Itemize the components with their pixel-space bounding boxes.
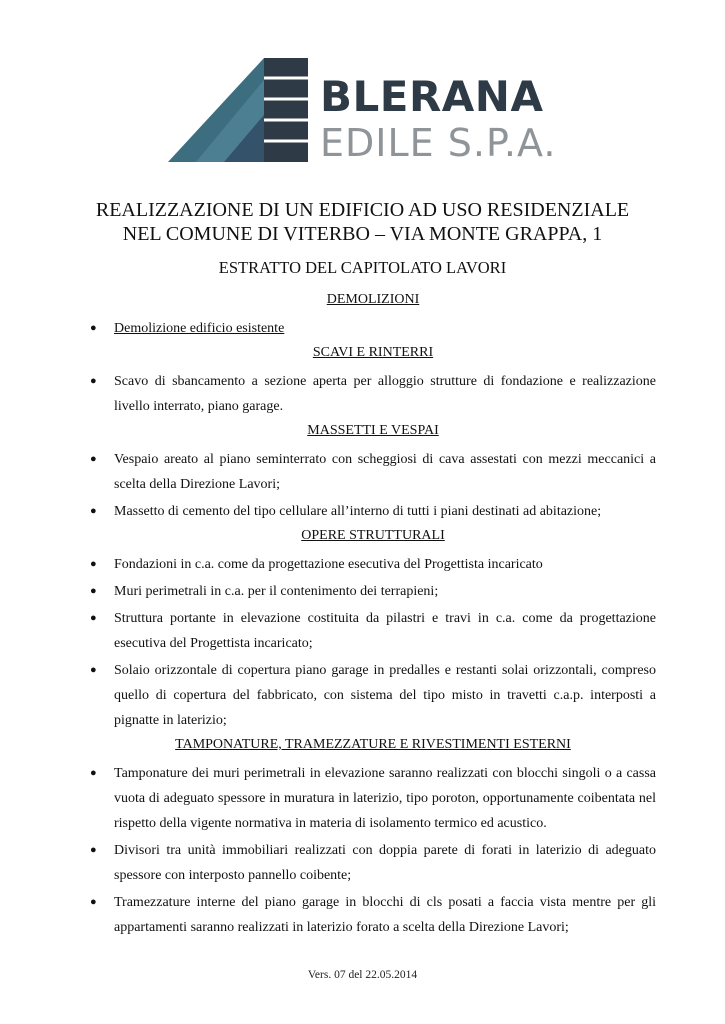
page-footer-version: Vers. 07 del 22.05.2014	[307, 969, 418, 981]
bullet-icon: ●	[90, 664, 97, 676]
bullet-icon: ●	[90, 453, 97, 465]
list-item: ● Muri perimetrali in c.a. per il contenimento dei terrapieni;	[90, 579, 656, 604]
document-subtitle: ESTRATTO DEL CAPITOLATO LAVORI	[218, 258, 507, 277]
list-item: ● Solaio orizzontale di copertura piano garage in predalles e restanti solai orizzontali, compreso quello di copertura del fabbricato, con sistema del tipo misto in travetti c.a.p. interposti a pignatte in laterizio;	[90, 658, 656, 733]
section-heading-demolizioni: DEMOLIZIONI	[326, 292, 420, 307]
bullet-icon: ●	[90, 558, 97, 570]
list-item: ● Demolizione edificio esistente	[90, 316, 656, 341]
list-item: ● Scavo di sbancamento a sezione aperta per alloggio strutture di fondazione e realizzazione livello interrato, piano garage.	[90, 369, 656, 419]
bullet-icon: ●	[90, 505, 97, 517]
logo-text-main: BLERANA	[320, 72, 544, 121]
bullet-icon: ●	[90, 767, 97, 779]
bullet-icon: ●	[90, 844, 97, 856]
bullet-icon: ●	[90, 375, 97, 387]
list-item: ● Massetto di cemento del tipo cellulare all’interno di tutti i piani destinati ad abitazione;	[90, 499, 656, 524]
bullet-icon: ●	[90, 322, 97, 334]
section-heading-opere-strutturali: OPERE STRUTTURALI	[301, 528, 445, 543]
bullet-icon: ●	[90, 896, 97, 908]
bullet-icon: ●	[90, 585, 97, 597]
list-item: ● Fondazioni in c.a. come da progettazione esecutiva del Progettista incaricato	[90, 552, 656, 577]
section-heading-massetti: MASSETTI E VESPAI	[307, 423, 439, 438]
list-item: ● Tramezzature interne del piano garage in blocchi di cls posati a faccia vista mentre per gli appartamenti saranno realizzati in laterizio forato a scelta della Direzione Lavori;	[90, 890, 656, 940]
list-item: ● Tamponature dei muri perimetrali in elevazione saranno realizzati con blocchi singoli o a cassa vuota di adeguato spessore in muratura in laterizio, tipo poroton, opportunamente coibentata nel rispetto della vigente normativa in materia di isolamento termico ed acustico.	[90, 761, 656, 836]
logo-building-graphic	[168, 58, 318, 168]
logo-text-sub: EDILE S.P.A.	[320, 121, 557, 165]
document-title-line-2: NEL COMUNE DI VITERBO – VIA MONTE GRAPPA, 1	[122, 223, 603, 245]
list-item: ● Divisori tra unità immobiliari realizzati con doppia parete di forati in laterizio di adeguato spessore con interposto pannello coibente;	[90, 838, 656, 888]
list-item: ● Vespaio areato al piano seminterrato con scheggiosi di cava assestati con mezzi meccanici a scelta della Direzione Lavori;	[90, 447, 656, 497]
section-heading-scavi: SCAVI E RINTERRI	[312, 345, 434, 360]
bullet-icon: ●	[90, 612, 97, 624]
section-heading-tamponature: TAMPONATURE, TRAMEZZATURE E RIVESTIMENTI ESTERNI	[175, 737, 571, 752]
company-logo	[168, 58, 558, 168]
list-item: ● Struttura portante in elevazione costituita da pilastri e travi in c.a. come da progettazione esecutiva del Progettista incaricato;	[90, 606, 656, 656]
document-title-line-1: REALIZZAZIONE DI UN EDIFICIO AD USO RESIDENZIALE	[95, 199, 630, 221]
specification-content	[90, 290, 656, 942]
